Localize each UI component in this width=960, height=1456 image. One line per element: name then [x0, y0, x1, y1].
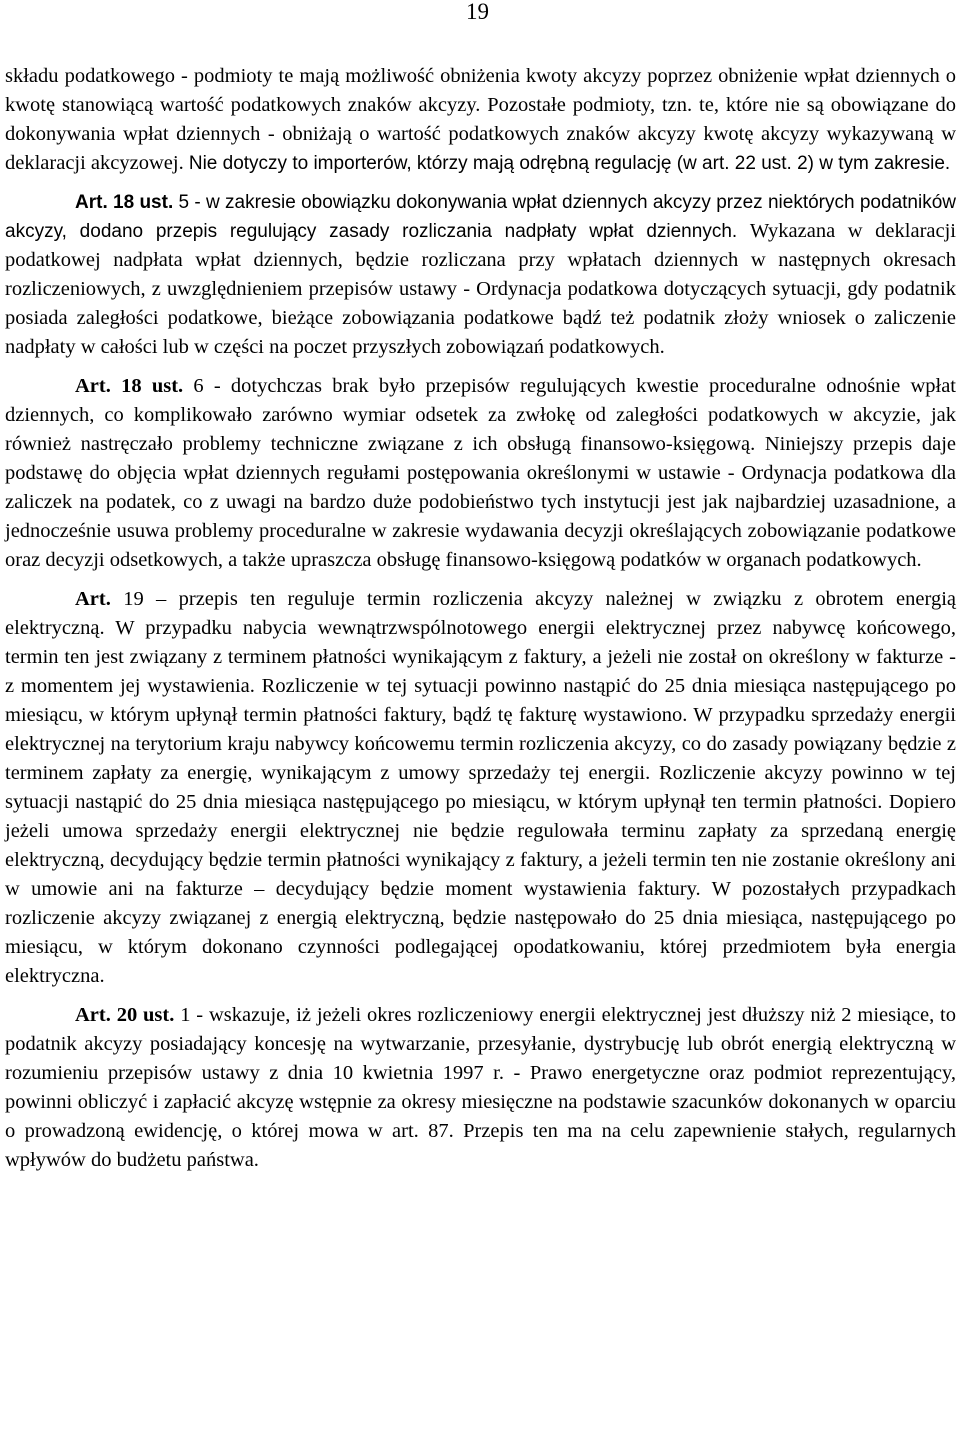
paragraph-art-19: [5, 585, 956, 991]
paragraph-text-sans: Nie dotyczy to importerów, którzy mają odrębną regulację (w art. 22 ust. 2) w tym zakresie.: [188, 153, 951, 174]
document-body: [5, 62, 956, 1175]
article-heading: Art.: [75, 588, 124, 610]
paragraph-text: 6 - dotychczas brak było przepisów regulujących kwestie proceduralne odnośnie wpłat dziennych, co komplikowało zarówno wymiar odsetek za zwłokę od zaległości podatkowych w akcyzie, jak również nastręczało problemy techniczne związane z ich obsługą finansowo-księgową. Niniejszy przepis daje podstawę do objęcia wpłat dziennych regułami postępowania określonymi w ustawie - Ordynacja podatkowa dla zaliczek na podatek, co z uwagi na bardzo duże podobieństwo tych instytucji jest jak najbardziej uzasadnione, a jednocześnie usuwa problemy proceduralne w zakresie wydawania decyzji określających zobowiązanie podatkowe oraz decyzji odsetkowych, a także upraszcza obsługę finansowo-księgową podatków w organach podatkowych.: [5, 375, 956, 571]
article-heading: Art. 20 ust.: [75, 1004, 181, 1026]
paragraph-text: składu podatkowego - podmioty te mają możliwość obniżenia kwoty akcyzy poprzez obniżenie wpłat dziennych o kwotę stanowiącą wartość podatkowych znaków akcyzy. Pozostałe podmioty, tzn. te, które nie są obowiązane do dokonywania wpłat dziennych - obniżają o wartość podatkowych znaków akcyzy kwotę akcyzy wykazywaną w deklaracji akcyzowej.: [5, 65, 956, 174]
paragraph-text-sans: 5 - w zakresie obowiązku dokonywania wpłat dziennych akcyzy przez niektórych podatników akcyzy, dodano przepis regulujący zasady rozliczania nadpłaty wpłat dziennych.: [5, 192, 956, 242]
paragraph-text: Wykazana w deklaracji podatkowej nadpłata wpłat dziennych, będzie rozliczana przy wpłatach dziennych w następnych okresach rozliczeniowych, z uwzględnieniem przepisów ustawy - Ordynacja podatkowa dotyczących sytuacji, gdy podatnik posiada zaległości podatkowe, bieżące zobowiązania podatkowe bądź też podatnik złoży wniosek o zaliczenie nadpłaty w całości lub w części na poczet przyszłych zobowiązań podatkowych.: [5, 220, 956, 358]
paragraph-text: 1 - wskazuje, iż jeżeli okres rozliczeniowy energii elektrycznej jest dłuższy niż 2 miesiące, to podatnik akcyzy posiadający koncesję na wytwarzanie, przesyłanie, dystrybucję lub obrót energią elektryczną w rozumieniu przepisów ustawy z dnia 10 kwietnia 1997 r. - Prawo energetyczne oraz podmiot reprezentujący, powinni obliczyć i zapłacić akcyzę wstępnie za okresy miesięczne na podstawie szacunków dokonanych w oparciu o prowadzoną ewidencję, o której mowa w art. 87. Przepis ten ma na celu zapewnienie stałych, regularnych wpływów do budżetu państwa.: [5, 1004, 956, 1171]
article-heading: Art. 18 ust.: [75, 375, 194, 397]
page-number: 19: [466, 0, 489, 24]
paragraph-art-20-ust-1: [5, 1001, 956, 1175]
paragraph-art-18-ust-6: [5, 372, 956, 575]
paragraph-continuation: [5, 62, 956, 178]
article-heading: Art. 18 ust.: [75, 192, 179, 213]
paragraph-text: 19 – przepis ten reguluje termin rozliczenia akcyzy należnej w związku z obrotem energią elektryczną. W przypadku nabycia wewnątrzwspólnotowego energii elektrycznej przez nabywcę końcowego, termin ten jest związany z terminem płatności wynikającym z faktury, a jeżeli nie został on określony w fakturze - z momentem jej wystawienia. Rozliczenie w tej sytuacji powinno nastąpić do 25 dnia miesiąca następującego po miesiącu, w którym upłynął termin płatności faktury, bądź tę fakturę wystawiono. W przypadku sprzedaży energii elektrycznej na terytorium kraju nabywcy końcowemu termin rozliczenia akcyzy, co do zasady powiązany będzie z terminem zapłaty za energię, wynikającym z umowy sprzedaży tej energii. Rozliczenie akcyzy powinno w tej sytuacji nastąpić do 25 dnia miesiąca następującego po miesiącu, w którym upłynął ten termin płatności. Dopiero jeżeli umowa sprzedaży energii elektrycznej nie będzie regulowała terminu zapłaty za sprzedaną energię elektryczną, decydujący będzie termin płatności wynikający z faktury, a jeżeli termin ten nie zostanie określony ani w umowie ani na fakturze – decydujący będzie moment wystawienia faktury. W pozostałych przypadkach rozliczenie akcyzy związanej z energią elektryczną, będzie następowało do 25 dnia miesiąca, następującego po miesiącu, w którym dokonano czynności podlegającej opodatkowaniu, której przedmiotem była energia elektryczna.: [5, 588, 956, 987]
paragraph-art-18-ust-5: [5, 188, 956, 362]
